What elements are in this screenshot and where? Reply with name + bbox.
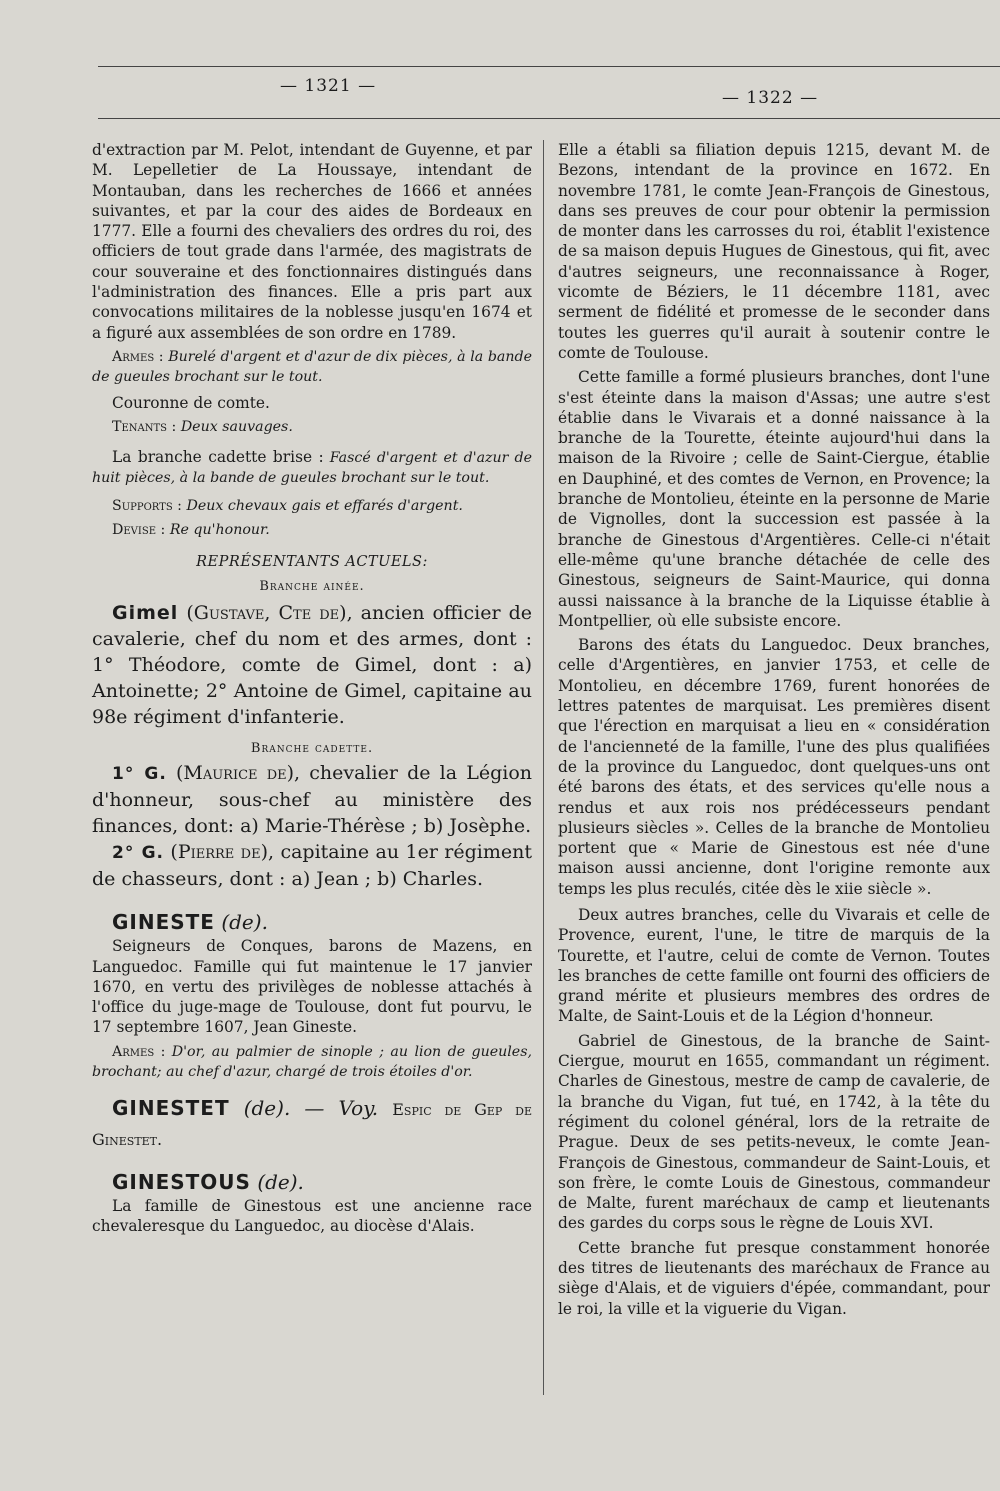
armes-label: Armes : [112,348,164,365]
ginestet-de: (de). [243,1095,291,1120]
right-paragraph-3: Barons des états du Languedoc. Deux branches, celle d'Argentières, en janvier 1753, et celle de Montolieu, en décembre 1769, furent honorées de lettres patentes de marquisat. Les premières disent que l'érection en marquisat a lieu en « considération de l'ancienneté de la famille, l'une des plus qualifiées de la province du Languedoc, dont quelques-uns ont été barons des états, et des services qu'elle nous a rendus et aux rois nos prédécesseurs pendant plusieurs siècles ». Celles de la branche de Montolieu portent que « Marie de Ginestous est née d'une maison aussi ancienne, dont l'origine remonte aux temps les plus reculés, citée dès le xiie siècle ». [558,636,990,898]
gimel-name: Gimel [112,602,179,625]
branche-cadette-heading: Branche cadette. [250,741,374,757]
branche-ainee-heading: Branche ainée. [259,579,365,595]
cadette-pre: La branche cadette brise : [112,448,324,467]
g1-paren: (Maurice de), [175,762,301,785]
ginestet-name: GINESTET [112,1095,230,1120]
left-column [92,140,532,1236]
column-divider [543,140,544,1395]
cadette-line [92,447,532,488]
supports-text: Deux chevaux gais et effarés d'argent. [186,498,463,515]
couronne-line: Couronne de comte. [112,393,270,412]
right-paragraph-2: Cette famille a formé plusieurs branches, dont l'une s'est éteinte dans la maison d'Assas; une autre s'est établie dans le Vivarais et a donné naissance à la branche de la Tourette, éteinte aujourd'hui dans la maison de la Rivoire ; celle de Saint-Ciergue, établie en Dauphiné, et des comtes de Vernon, en Provence; la branche de Montolieu, éteinte en la personne de Marie de Vignolles, dont la succession est passée à la branche de Ginestous d'Argentières. Celle-ci n'était elle-même qu'une branche détachée de celle des Ginestous, seigneurs de Saint-Maurice, qui donna aussi naissance à la branche de la Liquisse établie à Montpellier, où elle subsiste encore. [558,368,990,630]
g2-pre: 2° G. [112,843,165,864]
right-paragraph-5: Gabriel de Ginestous, de la branche de Saint-Ciergue, mourut en 1655, commandant un régiment. Charles de Ginestous, mestre de camp de cavalerie, de la branche du Vigan, fut tué, en 1742, à la tête du régiment du colonel général, lors de la retraite de Prague. Deux de ses petits-neveux, le comte Jean-François de Ginestous, commandeur de Saint-Louis, et son frère, le comte Louis de Ginestous, commandeur de Malte, furent maréchaux de camp et lieutenants des gardes du corps sous le règne de Louis XVI. [558,1031,990,1233]
g1-text: chevalier de la Légion d'honneur, sous-chef au ministère des finances, dont: a) Marie-Thérèse ; b) Josèphe. [92,762,532,838]
cadette-text: Fascé d'argent et d'azur de huit pièces, à la bande de gueules brochant sur le tout. [92,450,532,487]
devise-line [92,520,532,540]
ginestet-voy: — Voy. [304,1095,379,1120]
g1-entry [92,760,532,839]
gimel-entry [92,600,532,730]
gineste-heading [92,908,532,936]
ginestous-name: GINESTOUS [112,1169,251,1194]
devise-text: Re qu'honour. [169,522,270,539]
gineste-text: Seigneurs de Conques, barons de Mazens, en Languedoc. Famille qui fut maintenue le 17 janvier 1670, en vertu des privilèges de noblesse attachés à l'office du juge-mage de Toulouse, dont fut pourvu, le 17 septembre 1607, Jean Gineste. [92,937,532,1037]
page-number-right: — 1322 — [722,88,819,108]
representants-heading: REPRÉSENTANTS ACTUELS: [196,554,428,571]
g2-entry [92,839,532,892]
gineste-name: GINESTE [112,910,215,935]
ginestous-de: (de). [257,1169,304,1194]
header-rule-bottom [98,118,1000,119]
supports-label: Supports : [112,498,182,515]
gineste-armes-line [92,1042,532,1082]
armes-line [92,347,532,387]
g2-text: capitaine au 1er régiment de chasseurs, dont : a) Jean ; b) Charles. [92,841,532,891]
right-column [558,140,990,1319]
gineste-armes-label: Armes : [112,1043,166,1060]
gineste-de: (de). [221,910,268,935]
right-paragraph-4: Deux autres branches, celle du Vivarais et celle de Provence, eurent, l'une, le titre de marquis de la Tourette, et l'autre, celui de comte de Vernon. Toutes les branches de cette famille ont fourni des officiers de grand mérite et plusieurs membres des ordres de Malte, de Saint-Louis et de la Légion d'honneur. [558,905,990,1026]
ginestous-heading [92,1168,532,1196]
left-paragraph-1: d'extraction par M. Pelot, intendant de Guyenne, et par M. Lepelletier de La Houssaye, intendant de Montauban, dans les recherches de 1666 et années suivantes, et par la cour des aides de Bordeaux en 1777. Elle a fourni des chevaliers des ordres du roi, des officiers de tout grade dans l'armée, des magistrats de cour souveraine et des fonctionnaires distingués dans l'administration des finances. Elle a pris part aux convocations militaires de la noblesse jusqu'en 1674 et a figuré aux assemblées de son ordre en 1789. [92,141,532,342]
ginestet-ref: Espic de Gep de Ginestet. [92,1099,532,1149]
g2-paren: (Pierre de), [170,841,275,864]
header-rule-top [98,66,1000,67]
gineste-armes-text: D'or, au palmier de sinople ; au lion de gueules, brochant; au chef d'azur, chargé de trois étoiles d'or. [92,1043,532,1080]
right-paragraph-1: Elle a établi sa filiation depuis 1215, devant M. de Bezons, intendant de la province en 1672. En novembre 1781, le comte Jean-François de Ginestous, dans ses preuves de cour pour obtenir la permission de monter dans les carrosses du roi, établit l'existence de sa maison depuis Hugues de Ginestous, qui fit, avec d'autres seigneurs, une reconnaissance à Roger, vicomte de Béziers, le 11 décembre 1181, avec serment de fidélité et promesse de le seconder dans toutes les guerres qu'il aurait à soutenir contre le comte de Toulouse. [558,141,990,362]
armes-text: Burelé d'argent et d'azur de dix pièces, à la bande de gueules brochant sur le tout. [92,348,532,385]
supports-line [92,496,532,516]
tenants-label: Tenants : [112,419,177,436]
tenants-text: Deux sauvages. [180,419,293,436]
right-paragraph-6: Cette branche fut presque constamment honorée des titres de lieutenants des maréchaux de France au siège d'Alais, et de viguiers d'épée, commandant, pour le roi, la ville et la viguerie du Vigan. [558,1238,990,1318]
g1-pre: 1° G. [112,764,167,785]
gimel-text: ancien officier de cavalerie, chef du nom et des armes, dont : 1° Théodore, comte de Gimel, dont : a) Antoinette; 2° Antoine de Gimel, capitaine au 98e régiment d'infanterie. [92,602,533,729]
gimel-paren: (Gustave, Cte de), [186,602,353,625]
page-number-left: — 1321 — [280,76,377,96]
tenants-line [92,417,532,437]
ginestous-text: La famille de Ginestous est une ancienne race chevaleresque du Languedoc, au diocèse d'Alais. [92,1196,532,1236]
ginestet-heading [92,1094,532,1154]
devise-label: Devise : [112,522,166,539]
